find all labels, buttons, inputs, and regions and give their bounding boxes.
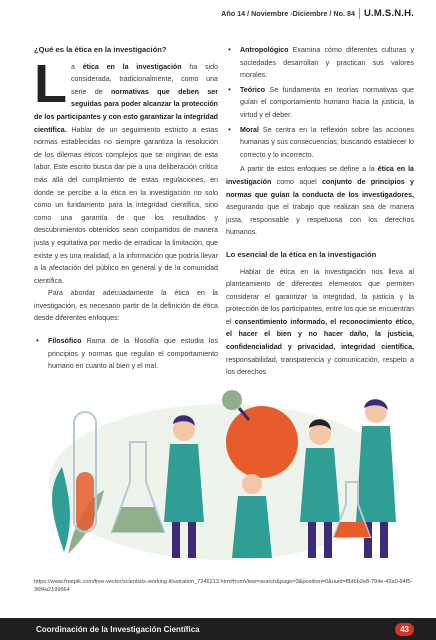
scientist-coat: [232, 496, 272, 558]
page-header: [221, 8, 414, 19]
scientists-illustration: [34, 372, 412, 568]
term: Filosófico: [48, 337, 82, 346]
term: Teórico: [240, 85, 266, 94]
text-run: como aquel: [271, 177, 322, 186]
text-bold: normativas que deben ser seguidas para poder alcanzar la protección de los participantes y con esto garantizar la integridad científica.: [34, 87, 218, 134]
paragraph: Para abordar adecuadamente la ética en la investigación, es necesario partir de la definición de ética desde diferentes enfoques:: [34, 289, 218, 323]
image-credit: https://www.freepik.com/free-vector/scientists-working-illustration_7246213.htm#fromView=search&page=3&position=0&uuid=f8d6b2e8-794e-43a0-94f5-36f4a2199564: [34, 579, 413, 593]
university-name: U.M.S.N.H.: [359, 8, 414, 19]
bullet-icon: •: [228, 124, 231, 134]
test-tube-liquid: [76, 472, 94, 530]
issue-info: Año 14 / Noviembre -Diciembre / No. 84: [221, 9, 355, 18]
left-column: [34, 44, 218, 375]
text-bold: conjunto de principios y normas que guían la conducta de los investigadores,: [226, 177, 414, 199]
intro-paragraph: [34, 53, 218, 288]
definition: Examina cómo diferentes culturas y sociedades desarrollan y practican sus valores morales.: [240, 46, 414, 80]
page-footer: [0, 618, 436, 640]
bullet-list: [34, 335, 218, 373]
scientist-coat: [300, 448, 340, 522]
scientist-leg: [308, 522, 316, 558]
text-bold: consentimiento informado, el reconocimiento ético, el hacer el bien y no hacer daño, la justicia, confidencialidad y privacidad, integridad científica,: [226, 317, 414, 352]
paragraph: [226, 266, 414, 379]
definition: Se fundamenta en teorías normativas que guían el comportamiento humano hacia la justicia, la virtud y el deber.: [240, 85, 414, 119]
list-item: [34, 335, 218, 373]
drop-cap: L: [34, 53, 67, 114]
scientist-leg: [172, 522, 180, 558]
molecule-atom: [222, 390, 242, 410]
scientist-leg: [324, 522, 332, 558]
text-run: a: [71, 62, 83, 71]
scientist-leg: [188, 522, 196, 558]
definition: Rama de la filosofía que estudia los principios y normas que regulan el comportamiento humano en cuanto al bien y el mal.: [48, 337, 218, 371]
text-run: asegurando que el trabajo que realizan sea de manera justa, responsable y respetuosa con los derechos humanos.: [226, 203, 414, 237]
page-number: 43: [395, 623, 414, 636]
scientist-leg: [380, 522, 388, 558]
molecule-sphere: [226, 406, 298, 478]
text-bold: ética en la investigación: [226, 165, 414, 186]
text-bold: ética en la investigación: [82, 62, 182, 71]
list-item: [226, 124, 414, 162]
text-run: Hablar de ética en la investigación nos lleva al planteamiento de diferentes elementos que permiten considerar el garantizar la integridad, la justicia y la protección de los participantes, entre los que se encuentran el: [226, 267, 414, 326]
definition: Se centra en la reflexión sobre las acciones humanas y sus consecuencias, buscando establecer lo correcto y lo incorrecto.: [240, 125, 414, 159]
list-item: [226, 44, 414, 82]
list-item: [226, 84, 414, 122]
paragraph: [226, 163, 414, 239]
text-run: responsabilidad, transparencia y comunicación, respeto a los derechos: [226, 355, 414, 377]
text-run: Hablar de un seguimiento estricto a estas normas establecidas no siempre garantiza la resolución de los dilemas éticos complejos que se originan de esta labor. Este escrito busca dar pie a una deliberación crítica más allá del cumplimiento de estas regulaciones, en donde se percibe a la ética en la investigación no solo como un fundamento para la integridad científica, sino como una garantía de que los resultados y descubrimientos obtenidos sean compartidos de manera justa y equitativa por medio de erradicar la limitación, que existe y es una realidad, a la información que podría llevar a la afectación del público en general y de la comunidad científica.: [34, 125, 218, 285]
term: Moral: [240, 125, 259, 134]
bullet-icon: •: [228, 84, 231, 94]
subsection-title: Lo esencial de la ética en la investigación: [226, 249, 377, 259]
scientist-coat: [356, 426, 396, 522]
footer-department: Coordinación de la Investigación Científica: [36, 624, 200, 634]
section-title: ¿Qué es la ética en la investigación?: [34, 45, 167, 54]
term: Antropológico: [240, 46, 289, 54]
text-run: A partir de estos enfoques se define a la: [240, 165, 378, 174]
right-column: [226, 44, 414, 379]
bullet-icon: •: [228, 45, 231, 54]
scientist-coat: [164, 444, 204, 522]
flask-liquid: [334, 522, 370, 537]
text-run: ha sido considerada, tradicionalmente, como una serie de: [71, 62, 218, 96]
bullet-icon: •: [36, 336, 39, 346]
scientist-head: [242, 474, 262, 494]
bullet-list: [226, 44, 414, 161]
